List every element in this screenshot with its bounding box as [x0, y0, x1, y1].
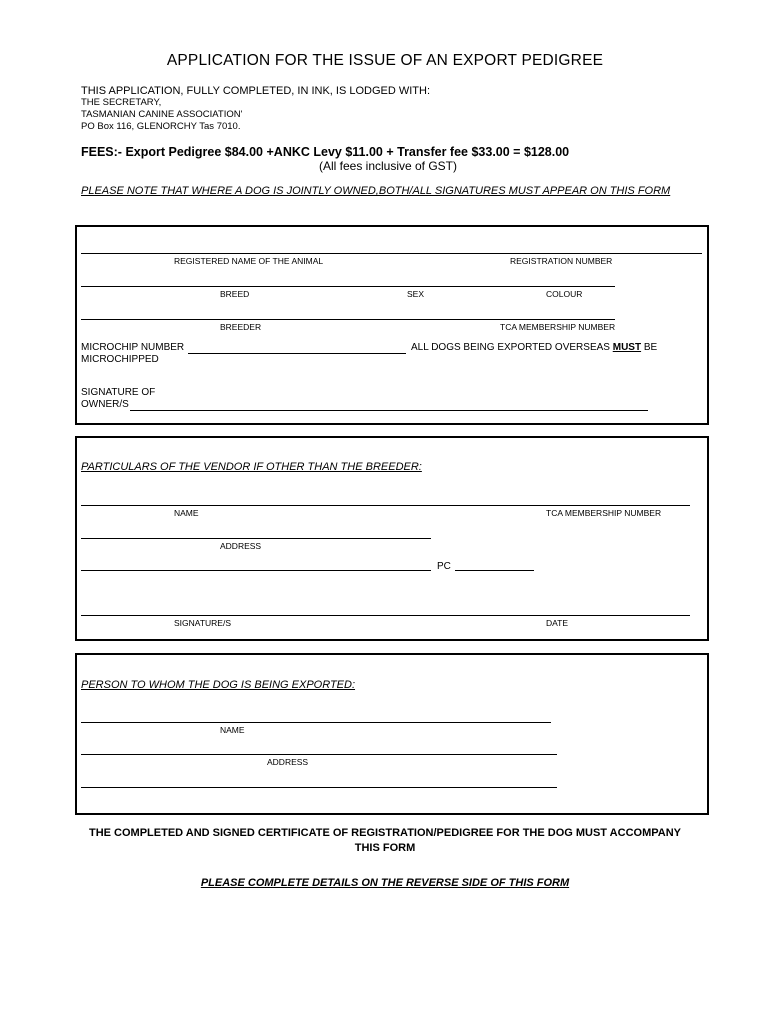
microchip-note-must: MUST [612, 342, 642, 353]
vendor-pc-label: PC [437, 561, 451, 572]
owners-label: OWNER/S [81, 399, 129, 410]
microchip-number-line[interactable] [188, 353, 406, 354]
breed-sex-colour-line[interactable] [81, 286, 615, 287]
reverse-side-notice: PLEASE COMPLETE DETAILS ON THE REVERSE SIDE OF THIS FORM [200, 877, 570, 889]
gst-note: (All fees inclusive of GST) [318, 159, 458, 173]
breed-label: BREED [220, 289, 250, 299]
microchipped-label: MICROCHIPPED [81, 354, 159, 365]
vendor-pc-line[interactable] [455, 570, 534, 571]
certificate-notice: THE COMPLETED AND SIGNED CERTIFICATE OF REGISTRATION/PEDIGREE FOR THE DOG MUST ACCOMPANY THIS FORM [89, 827, 681, 854]
microchip-note-pre: ALL DOGS BEING EXPORTED OVERSEAS [411, 342, 613, 353]
breeder-label: BREEDER [220, 322, 262, 332]
registered-name-label: REGISTERED NAME OF THE ANIMAL [174, 256, 324, 266]
vendor-address-label: ADDRESS [220, 541, 262, 551]
registered-name-line[interactable] [81, 253, 702, 254]
vendor-tca-label: TCA MEMBERSHIP NUMBER [546, 508, 662, 518]
vendor-address-line[interactable] [81, 538, 431, 539]
signature-of-label: SIGNATURE OF [81, 387, 156, 398]
page-title: APPLICATION FOR THE ISSUE OF AN EXPORT PEDIGREE [166, 52, 604, 69]
joint-ownership-note: PLEASE NOTE THAT WHERE A DOG IS JOINTLY OWNED,BOTH/ALL SIGNATURES MUST APPEAR ON THIS FORM [81, 185, 671, 197]
lodged-with-text: THIS APPLICATION, FULLY COMPLETED, IN INK, IS LODGED WITH: [81, 85, 431, 97]
address-line-3: PO Box 116, GLENORCHY Tas 7010. [81, 121, 241, 132]
recipient-address-line[interactable] [81, 754, 557, 755]
owner-signature-line[interactable] [130, 410, 648, 411]
recipient-address-line-2[interactable] [81, 787, 557, 788]
microchip-note-post: BE [641, 342, 658, 353]
recipient-address-label: ADDRESS [267, 757, 309, 767]
breeder-line[interactable] [81, 319, 615, 320]
recipient-section [75, 653, 709, 815]
sex-label: SEX [407, 289, 425, 299]
microchip-note [411, 342, 657, 353]
vendor-name-label: NAME [174, 508, 199, 518]
recipient-name-label: NAME [220, 725, 245, 735]
tca-membership-label: TCA MEMBERSHIP NUMBER [500, 322, 616, 332]
vendor-address-line-2[interactable] [81, 570, 431, 571]
fees-line: FEES:- Export Pedigree $84.00 +ANKC Levy $11.00 + Transfer fee $33.00 = $128.00 [81, 145, 570, 159]
colour-label: COLOUR [546, 289, 583, 299]
address-line-1: THE SECRETARY, [81, 97, 162, 108]
registration-number-label: REGISTRATION NUMBER [510, 256, 613, 266]
vendor-name-line[interactable] [81, 505, 690, 506]
microchip-label: MICROCHIP NUMBER [81, 342, 185, 353]
vendor-heading: PARTICULARS OF THE VENDOR IF OTHER THAN THE BREEDER: [81, 461, 422, 473]
address-line-2: TASMANIAN CANINE ASSOCIATION' [81, 109, 243, 120]
vendor-signature-line[interactable] [81, 615, 690, 616]
recipient-name-line[interactable] [81, 722, 551, 723]
vendor-signature-label: SIGNATURE/S [174, 618, 231, 628]
recipient-heading: PERSON TO WHOM THE DOG IS BEING EXPORTED: [81, 679, 356, 691]
vendor-date-label: DATE [546, 618, 569, 628]
